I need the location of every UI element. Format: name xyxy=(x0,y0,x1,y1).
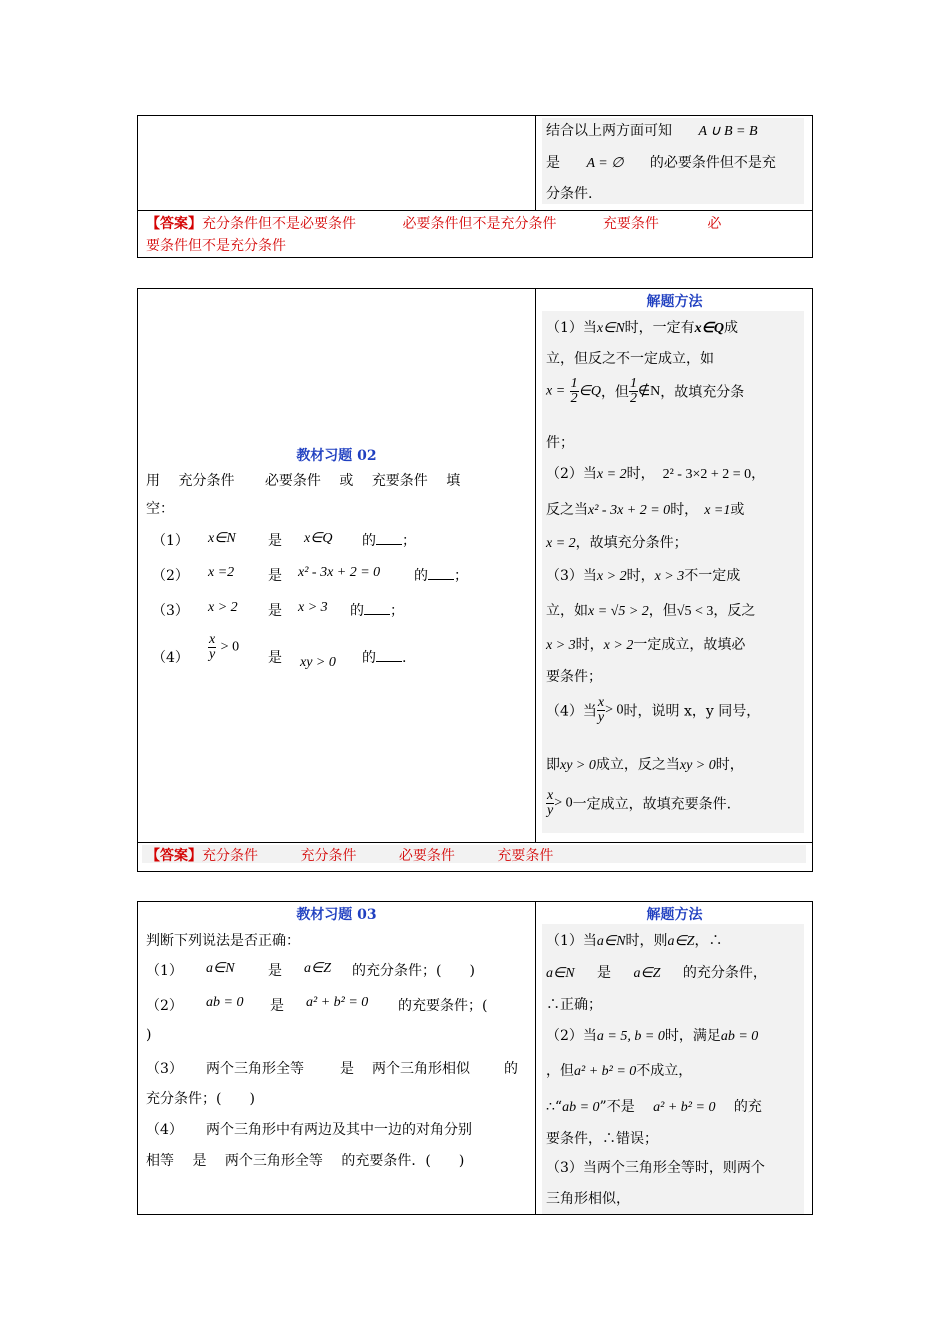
item-tail: 的 xyxy=(362,650,376,666)
method-text: ，但 xyxy=(648,603,677,619)
item-num: （2） xyxy=(146,998,183,1014)
t1-text: 是 xyxy=(546,155,560,171)
answer-tag: 【答案】 xyxy=(146,216,202,232)
answer-item: 充要条件 xyxy=(497,848,554,864)
item-tail: 的充分条件；( ) xyxy=(352,963,475,979)
method-text: ∴正确； xyxy=(546,997,602,1013)
method-text: 一定成立，故填必 xyxy=(633,637,746,653)
item-4-cont xyxy=(146,1150,526,1170)
method-text: 三角形相似， xyxy=(546,1191,630,1207)
method-math: x∈N xyxy=(596,321,625,336)
method-math: 2² - 3×2 + 2 = 0 xyxy=(662,467,752,482)
answer-item: 充分条件 xyxy=(300,848,357,864)
method-frac-den: 2 xyxy=(629,391,637,406)
answer-blank[interactable] xyxy=(376,661,402,662)
method-title: 解题方法 xyxy=(646,294,703,310)
method-math: a∈Z xyxy=(633,966,661,981)
method-frac-den: 2 xyxy=(570,391,578,406)
method-text: ，故填充分条 xyxy=(660,384,745,401)
method-text: （1）当 xyxy=(546,933,597,949)
item-num: （4） xyxy=(146,1122,183,1138)
method-math: x² - 3x + 2 = 0 xyxy=(588,503,671,518)
method-text: 一定成立，故填充要条件. xyxy=(572,796,732,813)
method-text: 时，说明 x，y 同号， xyxy=(623,703,761,720)
method-text: ”不是 xyxy=(599,1099,635,1115)
method-text: 时， xyxy=(575,637,604,653)
method-math: x = 2 xyxy=(596,467,627,482)
t1-text: 结合以上两方面可知 xyxy=(546,123,672,139)
item-p-den: y xyxy=(209,647,216,662)
answer-item: 必 xyxy=(707,216,722,232)
item-p: x∈N xyxy=(208,531,236,546)
t1-math: A = ∅ xyxy=(586,156,624,171)
item-tail: 的充要条件．( ) xyxy=(341,1153,465,1169)
item-p: a∈N xyxy=(206,961,235,976)
method-title: 解题方法 xyxy=(646,907,703,923)
item-tail: 充分条件；( ) xyxy=(146,1091,255,1107)
method-text: 时， xyxy=(670,502,699,518)
item-2: （2） x =2 是 x² - 3x + 2 = 0 的 ； xyxy=(152,565,468,584)
method-math: a² + b² = 0 xyxy=(653,1100,716,1115)
item-q: a∈Z xyxy=(304,961,331,976)
method-text: 不成立， xyxy=(636,1063,693,1079)
item-p: 两个三角形中有两边及其中一边的对角分别 xyxy=(206,1122,472,1138)
item-num: （1） xyxy=(152,533,189,549)
item-q: x∈Q xyxy=(304,531,333,546)
method-text: 时， xyxy=(626,568,655,584)
item-num: （2） xyxy=(152,568,189,584)
method-math: √5 < 3 xyxy=(676,604,714,619)
method-text: 时，一定有 xyxy=(624,320,695,336)
method-text: （2）当 xyxy=(546,1028,597,1044)
method-text: 即 xyxy=(546,757,560,773)
t1-text: 的必要条件但不是充 xyxy=(649,155,776,171)
method-math: a∈N xyxy=(546,966,575,981)
method-math: ∈Q xyxy=(578,384,601,399)
prompt-word: 用 xyxy=(146,473,160,489)
item-q: x > 3 xyxy=(298,600,328,615)
method-text: ，故填充分条件； xyxy=(575,535,688,551)
method-text: 不一定成 xyxy=(684,568,741,584)
method-text: ∴“ xyxy=(546,1099,563,1115)
table-1 xyxy=(137,115,813,258)
prompt-word: 充要条件 xyxy=(371,473,428,489)
method-text: （2）当 xyxy=(546,466,597,482)
method-math: x = 2 xyxy=(546,536,576,551)
answer-item: 充分条件但不是必要条件 xyxy=(202,216,356,232)
prompt-text: 空： xyxy=(146,501,174,517)
method-text: 是 xyxy=(597,965,611,981)
method-text: （4）当 xyxy=(546,703,597,720)
item-is: 是 xyxy=(268,963,282,979)
method-text: （1）当 xyxy=(546,320,597,336)
method-text: 立，如 xyxy=(546,603,588,619)
method-math: ab = 0 xyxy=(720,1029,759,1044)
item-3 xyxy=(146,1058,526,1078)
method-math: x =1 xyxy=(704,503,731,518)
answer-blank[interactable] xyxy=(376,544,402,545)
item-is: 是 xyxy=(268,568,282,584)
method-frac-num: 1 xyxy=(570,376,578,391)
method-text: 件； xyxy=(546,435,574,451)
method-text: ，∴ xyxy=(694,933,723,949)
item-num: （3） xyxy=(152,603,189,619)
method-text: 反之当 xyxy=(546,502,588,518)
method-math: ∉N xyxy=(637,384,661,399)
method-text: 要条件； xyxy=(546,669,602,685)
item-tail: 的 xyxy=(350,603,364,619)
method-frac-num: 1 xyxy=(629,376,637,391)
answer-blank[interactable] xyxy=(428,579,454,580)
method-text: 成 xyxy=(723,320,738,336)
method-text: ，但 xyxy=(546,1063,574,1079)
answer-item: 要条件但不是充分条件 xyxy=(146,238,286,254)
method-math: a∈Z xyxy=(667,934,695,949)
method-text: 的充 xyxy=(733,1099,762,1115)
method-text: 时， xyxy=(626,466,655,482)
method-text: 立，但反之不一定成立，如 xyxy=(546,351,714,367)
answer-blank[interactable] xyxy=(364,614,390,615)
method-text: 时，则 xyxy=(625,933,668,949)
prompt-word: 或 xyxy=(339,473,354,489)
method-text: 成立，反之当 xyxy=(595,757,680,773)
item-4 xyxy=(146,1119,526,1139)
method-math: a² + b² = 0 xyxy=(574,1064,637,1079)
method-frac-den: y xyxy=(597,710,605,725)
item-p-num: x xyxy=(209,632,216,647)
item-q: a² + b² = 0 xyxy=(306,995,369,1010)
item-p: 相等 xyxy=(146,1153,174,1169)
item-tail: 的 xyxy=(504,1061,518,1077)
item-q: x² - 3x + 2 = 0 xyxy=(298,565,381,580)
exercise-title: 教材习题 03 xyxy=(296,907,377,923)
item-q: xy > 0 xyxy=(300,655,336,670)
method-text: （3）当两个三角形全等时，则两个 xyxy=(546,1160,765,1176)
method-math: > 0 xyxy=(554,795,573,811)
item-2 xyxy=(146,995,526,1015)
item-num: （4） xyxy=(152,650,189,666)
method-math: xy > 0 xyxy=(679,758,716,773)
method-text: ，反之 xyxy=(713,603,756,619)
answer-item: 必要条件 xyxy=(398,848,455,864)
item-tail: ) xyxy=(146,1027,152,1043)
item-tail: 的 xyxy=(362,533,376,549)
item-p: x =2 xyxy=(208,565,235,580)
method-math: x > 2 xyxy=(596,569,627,584)
item-q: 两个三角形相似 xyxy=(372,1061,470,1077)
item-p: 两个三角形全等 xyxy=(206,1061,304,1077)
method-text: 时，满足 xyxy=(664,1028,721,1044)
answer-tag: 【答案】 xyxy=(146,848,202,864)
prompt-word: 填 xyxy=(446,473,461,489)
method-math: xy > 0 xyxy=(560,758,596,773)
item-1: （1） x∈N 是 x∈Q 的 ； xyxy=(152,531,416,549)
method-text: 或 xyxy=(730,502,745,518)
method-math: x = √5 > 2 xyxy=(588,604,649,619)
item-is: 是 xyxy=(268,650,282,666)
method-math: ab = 0 xyxy=(562,1100,600,1115)
method-frac-num: x xyxy=(547,788,554,803)
method-math: x > 3 xyxy=(654,569,685,584)
prompt-text: 判断下列说法是否正确： xyxy=(146,933,300,949)
item-is: 是 xyxy=(192,1153,207,1169)
item-1 xyxy=(146,960,526,980)
item-tail: 的充要条件；( xyxy=(398,998,488,1014)
item-p: x > 2 xyxy=(208,600,238,615)
method-text: （3）当 xyxy=(546,568,597,584)
item-is: 是 xyxy=(268,603,282,619)
exercise-title: 教材习题 02 xyxy=(296,448,377,464)
table-3 xyxy=(137,901,813,1215)
method-text: 要条件，∴错误； xyxy=(546,1131,658,1147)
method-text: 的充分条件， xyxy=(682,965,767,981)
method-math: > 0 xyxy=(605,702,624,718)
method-frac-den: y xyxy=(547,803,554,818)
item-p-rest: > 0 xyxy=(220,639,240,655)
method-math: a∈N xyxy=(596,934,626,949)
method-math: x = xyxy=(546,383,566,399)
table-2: 教材习题 02 用 充分条件 必要条件 或 充要条件 填 空： （1） x∈N 是 x∈Q 的 ； （2） x =2 是 x² - 3x + 2 = 0 的 ； （3） x > 2 是 x > 3 的 ； （4） $\frac{x}{y}$ > 0 是 xy > 0 的 . 解题方法 （1）当x∈N时，一定有x∈Q成 立，但反之不一定成立，如 x = $\frac{1}{2}$ ∈Q，但 $\frac{1}{2}$ ∉N，故填充分条 件； （2）当x = 2时， 2² - 3×2 + 2 = 0， 反之当x² - 3x + 2 = 0时， x =1或 x = 2，故填充分条件； （3）当x > 2时，x > 3不一定成 立，如x = √5 > 2，但√5 < 3，反之 x > 3时，x > 2一定成立，故填必 要条件； （4）当 $\frac{x}{y}$ > 0时，说明 x，y 同号， 即xy > 0成立，反之当xy > 0时， $\frac{x}{y}$ > 0一定成立，故填充要条件. 【答案】充分条件 充分条件 必要条件 充要条件 xyxy=(137,288,813,872)
item-num: （1） xyxy=(146,963,183,979)
answer-item: 必要条件但不是充分条件 xyxy=(402,216,557,232)
item-is: 是 xyxy=(270,998,284,1014)
item-is: 是 xyxy=(340,1061,354,1077)
answer-item: 充分条件 xyxy=(202,848,258,864)
item-is: 是 xyxy=(268,533,282,549)
item-q: 两个三角形全等 xyxy=(224,1153,323,1169)
answer-item: 充要条件 xyxy=(602,216,659,232)
item-3: （3） x > 2 是 x > 3 的 ； xyxy=(152,600,404,619)
t1-math: A ∪ B = B xyxy=(698,124,758,139)
item-num: （3） xyxy=(146,1061,183,1077)
method-text: 时， xyxy=(715,757,744,773)
method-math: x > 2 xyxy=(603,638,634,653)
method-frac-num: x xyxy=(597,695,605,710)
prompt-word: 必要条件 xyxy=(264,473,321,489)
method-math: a = 5, b = 0 xyxy=(596,1029,665,1044)
method-math: x > 3 xyxy=(546,638,576,653)
prompt-word: 充分条件 xyxy=(178,473,235,489)
method-math: x∈Q xyxy=(694,321,724,336)
item-tail: 的 xyxy=(414,568,428,584)
method-text: ，但 xyxy=(600,384,629,401)
t1-text: 分条件. xyxy=(546,186,593,202)
item-p: ab = 0 xyxy=(206,995,244,1010)
